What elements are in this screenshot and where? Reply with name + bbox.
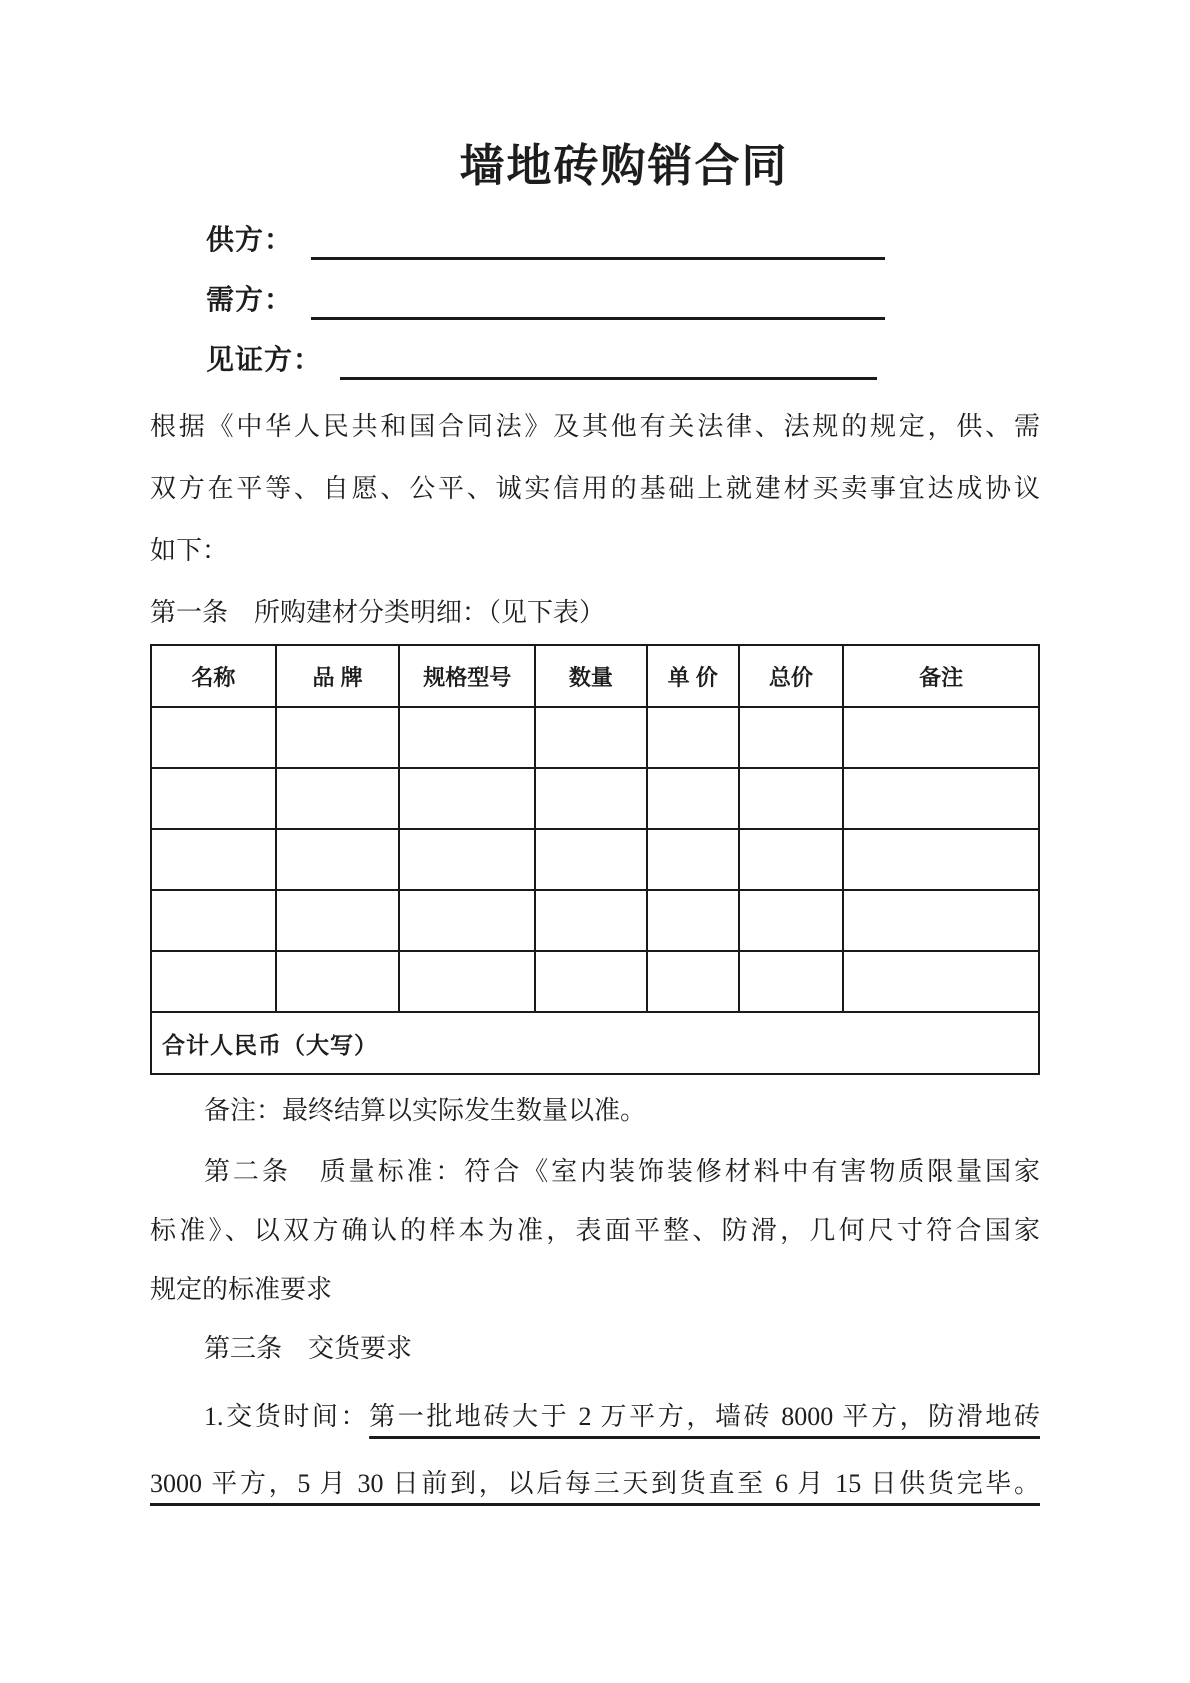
table-cell[interactable] [739,890,844,951]
delivery-time-line [150,1383,1040,1450]
signature-line[interactable] [340,337,877,380]
table-row [151,951,1039,1012]
signature-line[interactable] [311,277,885,320]
col-header-name: 名称 [151,645,276,707]
table-row [151,768,1039,829]
table-cell[interactable] [843,951,1039,1012]
clause2-line: 第二条 质量标准：符合《室内装饰装修材料中有害物质限量国家 [204,1157,1040,1186]
table-row [151,707,1039,768]
table-cell[interactable] [535,768,647,829]
clause2-line: 标准》、以双方确认的样本为准，表面平整、防滑，几何尺寸符合国家 [150,1216,1040,1245]
table-cell[interactable] [647,768,739,829]
table-cell[interactable] [647,890,739,951]
clause1-heading: 第一条 所购建材分类明细：（见下表） [150,598,606,627]
col-header-spec: 规格型号 [399,645,535,707]
signature-line[interactable] [311,217,885,260]
table-cell[interactable] [647,707,739,768]
table-cell[interactable] [151,829,276,890]
table-cell[interactable] [399,829,535,890]
delivery-underlined-text: 3000 平方，5 月 30 日前到，以后每三天到货直至 6 月 15 日供货完毕。 [150,1469,1040,1498]
table-cell[interactable] [843,707,1039,768]
settlement-note: 备注：最终结算以实际发生数量以准。 [204,1096,647,1125]
delivery-underlined-text: 第一批地砖大于 2 万平方，墙砖 8000 平方，防滑地砖 [369,1402,1040,1431]
table-cell[interactable] [399,768,535,829]
delivery-time-line [150,1450,1040,1517]
materials-table [150,644,1040,1075]
total-amount-cell[interactable]: 合计人民币（大写） [151,1012,1039,1074]
party-section [150,208,1040,388]
col-header-quantity: 数量 [535,645,647,707]
table-cell[interactable] [276,707,400,768]
table-cell[interactable] [535,951,647,1012]
table-cell[interactable] [151,768,276,829]
col-header-brand: 品 牌 [276,645,400,707]
table-cell[interactable] [276,890,400,951]
table-cell[interactable] [739,707,844,768]
table-cell[interactable] [647,829,739,890]
intro-line: 如下： [150,536,229,565]
col-header-total-price: 总价 [739,645,844,707]
clause3-heading: 第三条 交货要求 [204,1334,413,1363]
table-cell[interactable] [151,951,276,1012]
table-cell[interactable] [151,707,276,768]
table-cell[interactable] [535,829,647,890]
document-title: 墙地砖购销合同 [459,141,789,191]
party-field-witness [150,328,1040,388]
party-label: 需方： [206,285,294,316]
delivery-prefix: 1.交货时间： [204,1402,370,1431]
table-cell[interactable] [399,951,535,1012]
table-row [151,829,1039,890]
intro-line: 双方在平等、自愿、公平、诚实信用的基础上就建材买卖事宜达成协议 [150,474,1040,503]
col-header-unit-price: 单 价 [647,645,739,707]
table-row [151,890,1039,951]
party-label: 见证方： [206,345,323,376]
table-cell[interactable] [739,951,844,1012]
party-field-supplier [150,208,1040,268]
table-cell[interactable] [276,829,400,890]
table-header-row [151,645,1039,707]
table-cell[interactable] [647,951,739,1012]
table-total-row [151,1012,1039,1074]
party-field-buyer [150,268,1040,328]
table-cell[interactable] [399,890,535,951]
intro-line: 根据《中华人民共和国合同法》及其他有关法律、法规的规定，供、需 [150,412,1040,441]
table-cell[interactable] [843,890,1039,951]
table-cell[interactable] [276,951,400,1012]
table-cell[interactable] [843,768,1039,829]
party-label: 供方： [206,225,294,256]
table-cell[interactable] [535,707,647,768]
table-cell[interactable] [276,768,400,829]
table-cell[interactable] [151,890,276,951]
table-cell[interactable] [739,768,844,829]
col-header-remarks: 备注 [843,645,1039,707]
table-cell[interactable] [399,707,535,768]
table-cell[interactable] [843,829,1039,890]
clause2-line: 规定的标准要求 [150,1275,333,1304]
table-cell[interactable] [739,829,844,890]
table-cell[interactable] [535,890,647,951]
